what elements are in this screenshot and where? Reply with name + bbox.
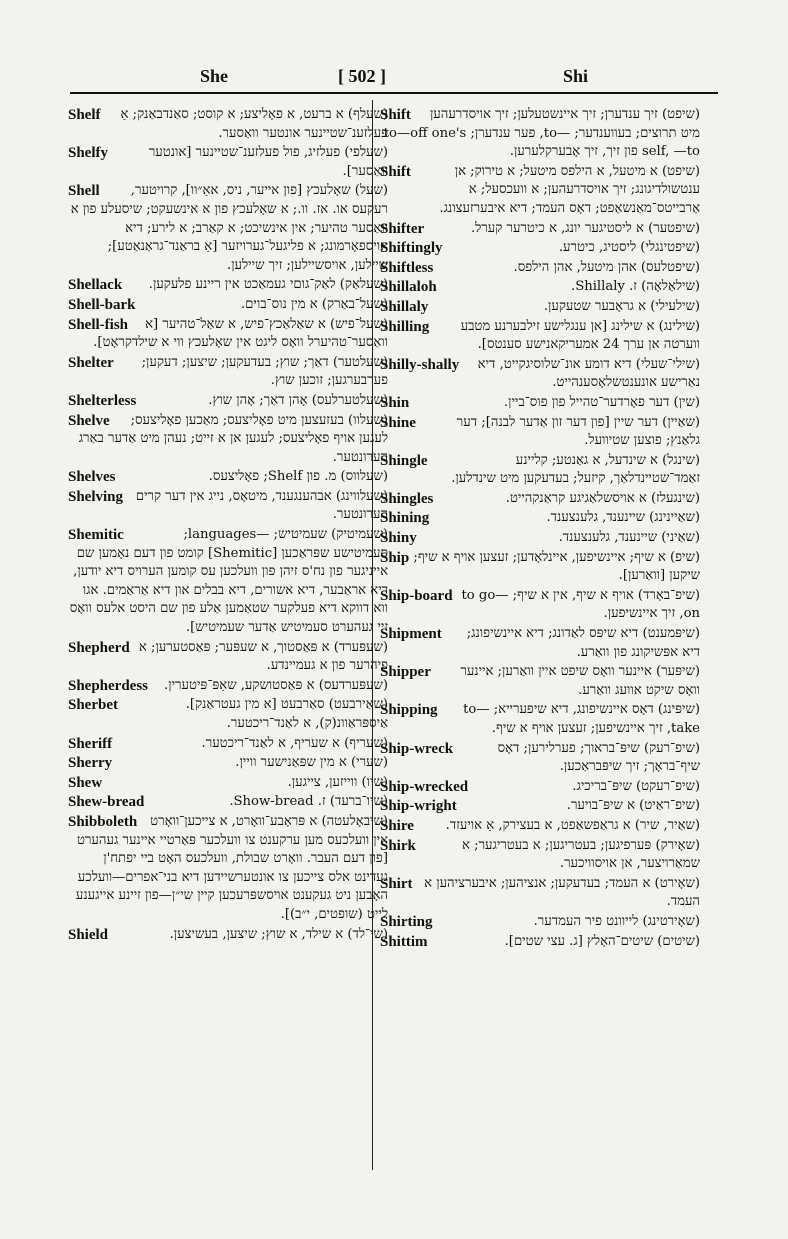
headword: Shell (68, 183, 100, 200)
headword: Shine (380, 414, 416, 431)
definition: (שיפּמענט) דיא שיפּס לאַדונג; דיא איינשיפונג; דיא אפּשיקונג פון וואַרע. (466, 626, 700, 660)
dictionary-entry (68, 354, 388, 391)
dictionary-entry (380, 529, 700, 548)
headword: Shining (380, 510, 430, 527)
headword: Shiftingly (380, 240, 443, 257)
definition: (שאַיינינג) שיינענד, גלענצענד. (546, 510, 700, 526)
dictionary-entry (380, 778, 700, 797)
definition: (שיבאָלעטה) א פּראָבע־וואָרט, א צייכען־וואָרט אין וועלכעס מען ערקענט צו וועלכער פּאַרטיי איינער געהערט [פון דעם העבר. וואָרט שבולת, וועלכעס האָט ביי יפתח'ן געדינט אלס צייכען צו אונטערשיידען דיא בני־אפרים—וועלכע האָבען ניט געקענט אויסשפּרעכען קיין שי״ן—פון זיינע אייגענע לייט (שופטים, י״ב)]. (75, 813, 388, 922)
definition: (שאָירק) פּערפיגען; בעטריגען; א בעטריגער; א שמאַרויצער, אן אויסוויכער. (462, 837, 700, 872)
headword: Shelving (68, 488, 124, 505)
headword: Shingles (380, 490, 434, 507)
definition: (שיפ־באָרד) אויף א שיף, אין א שיף; —to go on, זיך איינשיפען. (461, 587, 700, 622)
headword: Shepherd (68, 639, 130, 656)
headword: Shittim (380, 933, 428, 950)
definition: (שאָירט) א העמד; בעדעקען; אנציהען; איבערציהען א העמד. (424, 875, 700, 910)
definition: (שאַירבעט) סאַרבעט [א מין געטראַנק]. אַיספּראַוונ(ק), א לאַנד־ריכטער. (185, 697, 388, 731)
dictionary-entry (380, 837, 700, 874)
definition: (שיפ־ראַיט) א שיפּ־בויער. (566, 798, 700, 814)
headword: Ship-wreck (380, 740, 454, 757)
page-header (70, 62, 718, 92)
definition: (שעל־פיש) א שאַלאַכץ־פיש, א שאַל־טהיער [א וואַסער־טהיערל וואָס ליגט אין שאָלעכץ ווי א שילדקראָט]. (93, 316, 388, 351)
headword: Shepherdess (68, 677, 149, 694)
dictionary-entry (68, 677, 388, 696)
definition: (שינגעלז) א אויסשלאַגיגע קראַנקהייט. (505, 490, 700, 506)
right-column (380, 106, 700, 1172)
page-number: [ 502 ] (338, 66, 386, 86)
headword: Shew (68, 774, 103, 791)
definition: (שאַיני) שיינענד, גלענצענד. (558, 530, 700, 546)
definition: (שינגל) א שינדעל, א גאַנטע; קליינע זאַמד־שטיינדלאַך, קיזעל; בעדעקען מיט שינדלען. (451, 452, 700, 487)
definition: (שאַיין) דער שיין [פון דער זון אַדער לבנה]; דער גלאַנץ; פוצען שטיוועל. (456, 414, 700, 449)
dictionary-entry (68, 639, 388, 676)
definition: (שעריף) א שעריף, א לאַנד־ריכטער. (201, 735, 388, 751)
dictionary-entry (68, 813, 388, 925)
definition: (שעלוו) בעזעצען מיט פאָליצעס; מאַכען פאָליצעס; לעגען אויף פאָליצעס; לעגען אן א זייט; נעהן מיט אַדער באַרג הערונטער. (78, 412, 388, 465)
definition: (שילי־שעלי) דיא דומע אונ־שלוסיגקייט, דיא נאַרישע אונענטשלאָסענהייט. (477, 356, 700, 391)
dictionary-entry (68, 754, 388, 773)
dictionary-entry (68, 276, 388, 295)
definition: (שערי) א מין שפּאַנישער וויין. (235, 755, 388, 771)
definition: (שעמיטיק) שעמיטיש; —languages; סעמיטישע שפּראַכען [Shemitic] קומט פון דעם נאָמען שם אייניגער פון נח'ס זיהן פון וועלכען עס קומען הערויס דיא יודען, דיא אראַבער, דיא אשורים, דיא בבלים און דיא אַראַמים. אגו ווא דווקא דיא פעלקער שטאַמען אַלע פון שם היסט אלעס וואָס זיי געהערט סעמיטיש אַדער שעמיטיש]. (69, 527, 388, 636)
headword: Ship-wrecked (380, 778, 469, 795)
dictionary-entry (380, 549, 700, 586)
dictionary-entry (380, 817, 700, 836)
header-rule (70, 92, 718, 94)
definition: (שיו־ברעד) ז. Show-bread. (229, 794, 388, 810)
headword: Shifter (380, 220, 425, 237)
headword: Sherry (68, 755, 113, 772)
headword: Sheriff (68, 735, 113, 752)
dictionary-entry (68, 526, 388, 638)
dictionary-entry (68, 774, 388, 793)
headword: Shirt (380, 875, 413, 892)
headword: Shield (68, 926, 109, 943)
headword: Shingle (380, 452, 428, 469)
dictionary-entry (68, 468, 388, 487)
headword: Shift (380, 163, 411, 180)
headword: Shibboleth (68, 813, 138, 830)
dictionary-entry (68, 144, 388, 181)
definition: (שיפטלעס) אהן מיטעל, אהן הילפס. (513, 259, 700, 275)
definition: (שיפטינגלי) ליסטיג, כיטרע. (558, 240, 700, 256)
headword: Shipping (380, 702, 438, 719)
headword: Shipper (380, 664, 431, 681)
dictionary-entry (380, 163, 700, 219)
headword: Shillaly (380, 298, 429, 315)
dictionary-entry (380, 259, 700, 278)
definition: (שעלווינג) אבהענגענד, מיטאָס, נייג אין דער קרים הערונטער. (135, 488, 388, 523)
headword: Shemitic (68, 527, 124, 544)
definition: (שעלטער) דאַך; שוץ; בעדעקען; שיצען; דעקען; פערבערגען; זוכען שוץ. (141, 354, 388, 389)
dictionary-entry (380, 239, 700, 258)
headword: Shell-bark (68, 296, 136, 313)
headword: Shelve (68, 412, 110, 429)
headword: Shelter (68, 354, 114, 371)
definition: (שעלווס) מ. פון Shelf; פאָליצעס. (208, 469, 388, 485)
dictionary-entry (380, 394, 700, 413)
definition: (שיפטער) א ליסטיגער יונג, א כיטרער קערל. (470, 220, 700, 236)
headword: Shin (380, 394, 410, 411)
dictionary-entry (68, 412, 388, 468)
dictionary-entry (380, 356, 700, 393)
headword: Shipment (380, 626, 442, 643)
headword: Shew-bread (68, 794, 145, 811)
definition: (שעלאַק) לאַק־גוםי געמאַכט אין ריינע פלעקען. (148, 277, 388, 293)
headword: Shift (380, 107, 411, 123)
definition: (שאָירטינג) לייוונט פיר העמדער. (533, 913, 700, 929)
dictionary-entry (68, 392, 388, 411)
headword: Ship-wright (380, 798, 457, 815)
definition: (שיפ) א שיף; איינשיפען, איינלאָדען; זעצען אויף א שיף; שיקען [וואַרען]. (413, 549, 700, 584)
definition: (שיטים) שיטים־האָלץ [ג. עצי שטים]. (504, 933, 700, 949)
definition: (שאַיר, שיר) א גראַפשאַפט, א בעצירק, אַ אויעזד. (445, 817, 700, 833)
dictionary-entry (380, 106, 700, 162)
headword: Shelterless (68, 392, 137, 409)
definition: (שיפ־רעקט) שיפּ־בריכיג. (572, 778, 700, 794)
headword: Shire (380, 817, 414, 834)
headword: Shelves (68, 469, 116, 486)
headword: Shirting (380, 913, 433, 930)
dictionary-entry (380, 318, 700, 355)
dictionary-entry (380, 797, 700, 816)
dictionary-entry (380, 490, 700, 509)
definition: (שילינג) א שילינג [אן ענגלישע זילבערנע מטבע ווערטה אן ערך 24 אמעריקאנישע סענטס]. (460, 318, 700, 353)
headword: Shellack (68, 277, 123, 294)
dictionary-entry (380, 913, 700, 932)
dictionary-entry (68, 182, 388, 275)
dictionary-entry (68, 926, 388, 945)
definition: (שי־לד) א שילד, א שוץ; שיצען, בעשיצען. (169, 926, 388, 942)
dictionary-entry (68, 316, 388, 353)
dictionary-entry (68, 793, 388, 812)
definition: (שעפּערדעס) א פּאַסטושקע, שאַפּ־פּיטערין. (164, 677, 388, 693)
dictionary-entry (380, 740, 700, 777)
definition: (שעל) שאָלעכץ [פון אייער, ניס, אאַ״וו], קרויטער, רעקעס או. אז. וו.; א שאָלעכץ פון א אינשעקט; שיסעלע פון א וואַסער טהיער; אין אינשיכט; א קאַרב; א לירע; דיא אויספאָרמונג; א פליגעל־גערויזער [אַ בראַנד־גראַנאַטע]; שיילען, אויסשיילען; זיך שיילען. (70, 183, 388, 273)
dictionary-entry (380, 663, 700, 700)
headword: Shillaloh (380, 279, 437, 296)
definition: (שילעילי) א גראָבער שטעקען. (543, 298, 700, 314)
dictionary-entry (380, 701, 700, 738)
definition: (שיפט) א מיטעל, א הילפס מיטעל; א טירוק; אן ענטשולדיגונג; זיך אויסדרעהען; א וועכסעל; א אַרבייטס־מאַנשאַפט; דאָס העמד; דיא איבערזעצונג. (439, 163, 700, 216)
dictionary-entry (68, 735, 388, 754)
definition: (שיו) ווייזען, צייגען. (287, 774, 388, 790)
definition: (שילאַלאָה) ז. Shillaly. (570, 279, 700, 295)
headword: Shilling (380, 318, 430, 335)
definition: (שעלטערלעס) אָהן דאַך; אָהן שוץ. (208, 392, 388, 408)
dictionary-entry (68, 106, 388, 143)
headword: Shilly-shally (380, 356, 460, 373)
headword: Shirk (380, 837, 416, 854)
definition: (שעלפי) פעלזיג, פול פעלזענ־שטיינער [אונטער וואַסער]. (148, 145, 388, 179)
definition: (שיפּינג) דאָס איינשיפונג, דיא שיפערייא; —to take, זיך איינשיפען; זעצען אויף א שיף. (463, 702, 700, 736)
definition: (שין) דער פאָרדער־טהייל פון פוס־ביין. (503, 394, 700, 410)
dictionary-entry (68, 696, 388, 733)
dictionary-entry (380, 933, 700, 952)
dictionary-entry (380, 625, 700, 662)
definition: (שיפּער) איינער וואָס שיפט איין וואַרען; איינער וואָס שיקט אוועג וואַרע. (460, 664, 700, 698)
definition: (שעפּערד) א פּאַסטוך, א שעפּער; פּאַסטערען; א פיהרער פון א געמיינדע. (138, 639, 388, 674)
dictionary-entry (380, 509, 700, 528)
left-column (68, 106, 388, 1172)
headword: Sherbet (68, 697, 118, 714)
right-catchword: Shi (562, 66, 588, 86)
dictionary-entry (380, 452, 700, 489)
headword: Ship-board (380, 587, 453, 604)
column-divider (372, 100, 373, 1170)
headword: Shiftless (380, 259, 434, 276)
headword: Shell-fish (68, 316, 129, 333)
dictionary-entry (380, 220, 700, 239)
definition: (שעל־באַרק) א מין נוס־בוים. (240, 296, 388, 312)
headword: Shelfy (68, 145, 109, 162)
definition: (שיפט) זיך ענדערן; זיך איינשטעלען; זיך אויסדרעהען מיט תרוצים; בעווענדער; —to, פער ענדערן; to—off one's self, —to פון זיך, זיך אָבערקלערען. (383, 107, 700, 160)
dictionary-entry (68, 296, 388, 315)
dictionary-entry (380, 278, 700, 297)
headword: Shelf (68, 107, 101, 123)
headword: Shiny (380, 530, 417, 547)
dictionary-entry (380, 414, 700, 451)
headword: Ship (380, 549, 410, 566)
dictionary-entry (380, 298, 700, 317)
dictionary-entry (68, 488, 388, 525)
definition: (שעלף) א ברעט, א פאָליצע; א קוסט; סאַנדבאַנק; אַ פעלזענ־שטיינער אונטער וואַסער. (120, 107, 388, 141)
dictionary-entry (380, 587, 700, 624)
definition: (שיפ־רעק) שיפּ־בראוך; פערלירען; דאָס שיף־בראָך; זיך שיפּבראַכען. (497, 740, 700, 775)
left-catchword: She (200, 66, 229, 86)
dictionary-entry (380, 875, 700, 912)
